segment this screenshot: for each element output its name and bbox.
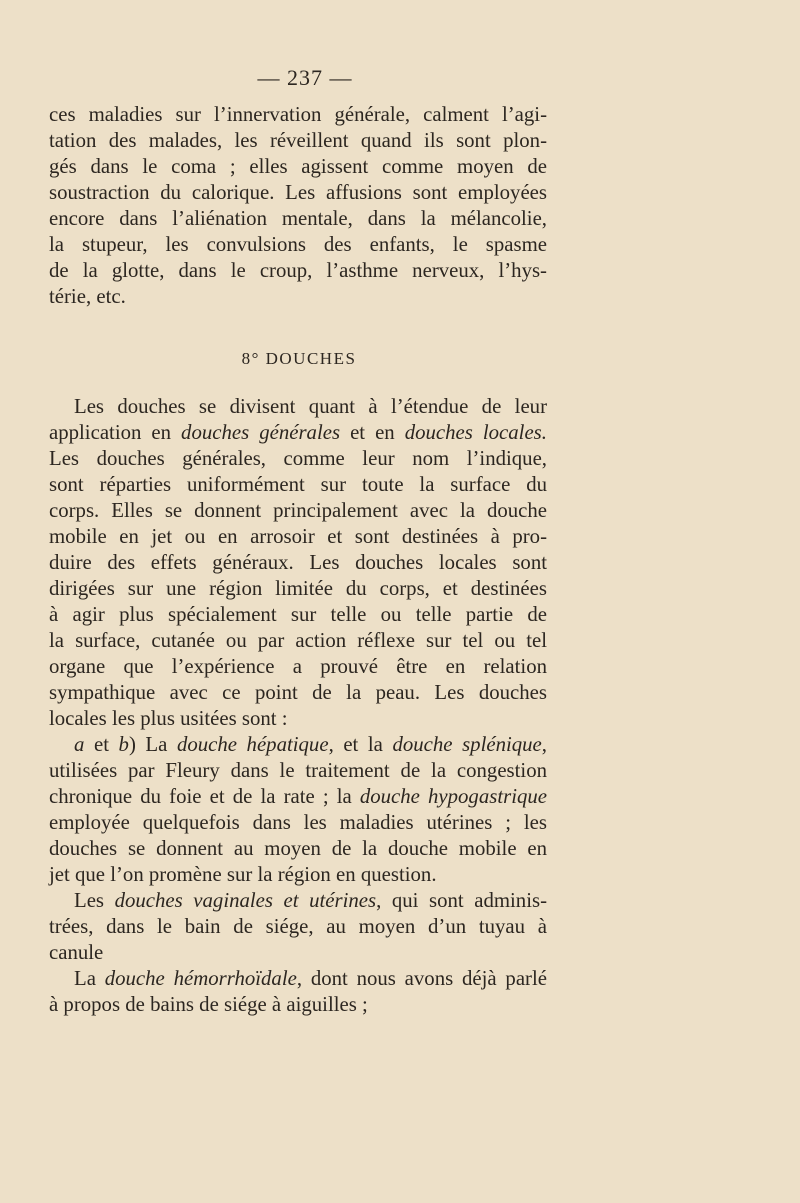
text-line: douches se donnent au moyen de la douche mobile en — [49, 837, 547, 860]
text-line: à propos de bains de siége à aiguilles ; — [49, 993, 368, 1016]
text-fragment: ) La — [128, 733, 177, 756]
text-line: locales les plus usitées sont : — [49, 707, 288, 730]
text-line: de la glotte, dans le croup, l’asthme nerveux, l’hys- — [49, 259, 547, 282]
text-fragment: , qui sont adminis- — [376, 889, 548, 912]
text-fragment: La — [74, 967, 105, 990]
italic-term: douches vaginales et utérines — [114, 889, 377, 912]
text-line: utilisées par Fleury dans le traitement de la congestion — [49, 759, 547, 782]
text-line: employée quelquefois dans les maladies utérines ; les — [49, 811, 547, 834]
italic-term: b — [118, 733, 129, 756]
italic-term: douche hypogastrique — [359, 785, 547, 808]
text-line — [49, 732, 547, 758]
text-line: encore dans l’aliénation mentale, dans la mélancolie, — [49, 207, 547, 230]
italic-term: douche splénique — [392, 733, 542, 756]
text-fragment: et en — [340, 421, 405, 444]
text-line — [49, 784, 547, 810]
text-line: mobile en jet ou en arrosoir et sont destinées à pro- — [49, 525, 547, 548]
page-number: — 237 — — [257, 65, 353, 90]
text-fragment: et — [84, 733, 119, 756]
italic-term: douche hépatique — [176, 733, 329, 756]
paragraph-1 — [49, 102, 547, 310]
text-line: tation des malades, les réveillent quand ils sont plon- — [49, 129, 547, 152]
text-line: à agir plus spécialement sur telle ou telle partie de — [49, 603, 547, 626]
text-line: soustraction du calorique. Les affusions sont employées — [49, 181, 547, 204]
text-line: gés dans le coma ; elles agissent comme moyen de — [49, 155, 547, 178]
text-line — [49, 888, 547, 914]
italic-term: douches générales — [181, 421, 341, 444]
italic-term: a — [74, 733, 85, 756]
text-line: organe que l’expérience a prouvé être en relation — [49, 655, 547, 678]
text-line: Les douches se divisent quant à l’étendue de leur — [74, 395, 547, 418]
text-fragment: chronique du foie et de la rate ; la — [49, 785, 360, 808]
text-fragment: , et la — [328, 733, 393, 756]
text-fragment: Les — [74, 889, 115, 912]
text-fragment: application en — [49, 421, 182, 444]
italic-term: douches locales. — [404, 421, 547, 444]
text-line: corps. Elles se donnent principalement avec la douche — [49, 499, 547, 522]
text-fragment: , — [541, 733, 547, 756]
text-line: ces maladies sur l’innervation générale, calment l’agi- — [49, 103, 547, 126]
text-line — [49, 420, 547, 446]
text-line: canule — [49, 941, 104, 964]
text-line: jet que l’on promène sur la région en question. — [49, 863, 437, 886]
text-line: Les douches générales, comme leur nom l’indique, — [49, 447, 547, 470]
text-line: dirigées sur une région limitée du corps, et destinées — [49, 577, 547, 600]
text-line: sont réparties uniformément sur toute la surface du — [49, 473, 547, 496]
text-line: la surface, cutanée ou par action réflexe sur tel ou tel — [49, 629, 547, 652]
text-line — [49, 966, 547, 992]
text-line: sympathique avec ce point de la peau. Les douches — [49, 681, 547, 704]
body-text — [49, 394, 547, 1018]
text-line: térie, etc. — [49, 285, 126, 308]
section-heading: 8° DOUCHES — [241, 349, 357, 368]
text-line: la stupeur, les convulsions des enfants, le spasme — [49, 233, 547, 256]
text-line: duire des effets généraux. Les douches locales sont — [49, 551, 547, 574]
text-line: trées, dans le bain de siége, au moyen d’un tuyau à — [49, 915, 547, 938]
text-fragment: , dont nous avons déjà parlé — [296, 967, 547, 990]
italic-term: douche hémorrhoïdale — [104, 967, 297, 990]
